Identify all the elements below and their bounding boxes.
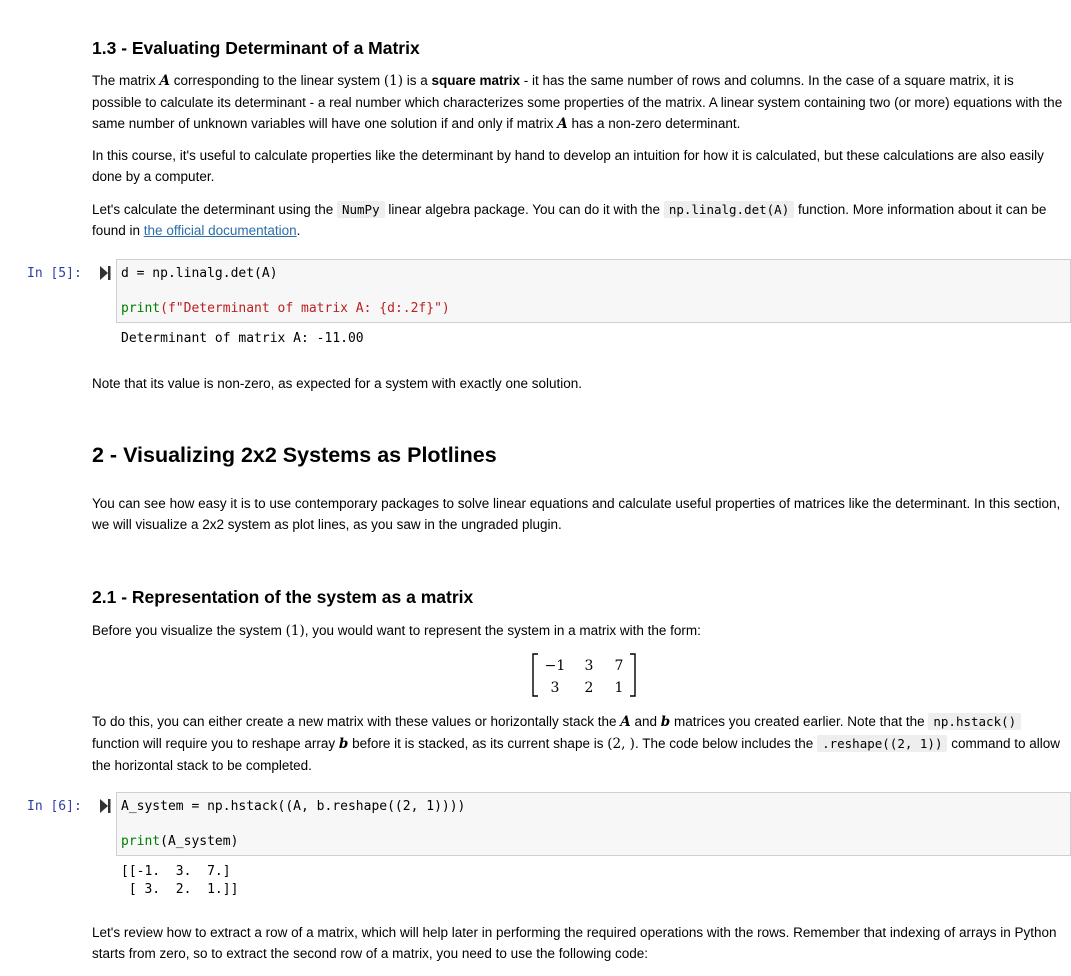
- inline-code-numpy: NumPy: [337, 201, 385, 218]
- cell-output-6: [[-1. 3. 7.] [ 3. 2. 1.]]: [121, 864, 239, 897]
- code-line-1: d = np.linalg.det(A): [121, 266, 278, 281]
- matrix-cell: 2: [584, 680, 594, 696]
- paragraph-visualize-intro: You can see how easy it is to use contemporary packages to solve linear equations and calculate useful properties of matrices like the determinant. In this section, we will visualize a 2x2 system as plot lines, as you saw in the ungraded plugin.: [92, 496, 1061, 532]
- paragraph-extract-row: Let's review how to extract a row of a matrix, which will help later in performing the required operations with the rows. Remember that indexing of arrays in Python starts from zero, so to extract the second row of a matrix, you need to use the following code:: [92, 925, 1057, 961]
- inline-code-det: np.linalg.det(A): [664, 201, 794, 218]
- paragraph-hstack: To do this, you can either create a new matrix with these values or horizontally stack the A and b matrices you created earlier. Note that the np.hstack() function will require you to reshape array b before it is stacked, as its current shape is (2, ). The code below includes the .reshape((2, 1)) command to allow the horizontal stack to be completed.: [92, 714, 1061, 773]
- inline-code-hstack: np.hstack(): [928, 713, 1021, 730]
- section-heading-2-1: 2.1 - Representation of the system as a matrix: [92, 587, 474, 607]
- code-line-1: A_system = np.hstack((A, b.reshape((2, 1)))): [121, 799, 466, 814]
- augmented-matrix: [530, 652, 638, 698]
- paragraph-by-hand: In this course, it's useful to calculate properties like the determinant by hand to develop an intuition for how it is calculated, but these calculations are also easily done by a computer.: [92, 148, 1044, 184]
- paragraph-numpy-det: Let's calculate the determinant using the NumPy linear algebra package. You can do it with the np.linalg.det(A) function. More information about it can be found in the official documentation.: [92, 202, 1047, 238]
- cell-prompt-5: In [5]:: [27, 266, 82, 281]
- official-documentation-link[interactable]: the official documentation: [143, 223, 297, 238]
- matrix-cell: 1: [614, 680, 624, 696]
- inline-code-reshape: .reshape((2, 1)): [817, 735, 947, 752]
- code-line-2: print(A_system): [121, 834, 239, 849]
- section-heading-1-3: 1.3 - Evaluating Determinant of a Matrix: [92, 38, 420, 58]
- matrix-cell: 3: [550, 680, 560, 696]
- code-line-2: print(f"Determinant of matrix A: {d:.2f}"): [121, 301, 450, 316]
- matrix-cell: 7: [614, 658, 624, 674]
- run-cell-icon[interactable]: [100, 799, 111, 813]
- cell-output-5: Determinant of matrix A: -11.00: [121, 331, 364, 346]
- paragraph-nonzero-note: Note that its value is non-zero, as expected for a system with exactly one solution.: [92, 376, 582, 391]
- code-cell-6[interactable]: [116, 792, 1071, 856]
- paragraph-determinant-intro: The matrix A corresponding to the linear system (1) is a square matrix - it has the same number of rows and columns. In the case of a square matrix, it is possible to calculate its determinant - a real number which characterizes some properties of the matrix. A linear system containing two (or more) equations with the same number of unknown variables will have one solution if and only if matrix A has a non-zero determinant.: [92, 73, 1063, 132]
- section-heading-2: 2 - Visualizing 2x2 Systems as Plotlines: [92, 443, 497, 467]
- paragraph-represent-matrix: Before you visualize the system (1), you would want to represent the system in a matrix with the form:: [92, 623, 701, 639]
- run-cell-icon[interactable]: [100, 266, 111, 280]
- matrix-cell: 3: [584, 658, 594, 674]
- code-cell-5[interactable]: [116, 259, 1071, 323]
- cell-prompt-6: In [6]:: [27, 799, 82, 814]
- matrix-cell: −1: [544, 658, 566, 674]
